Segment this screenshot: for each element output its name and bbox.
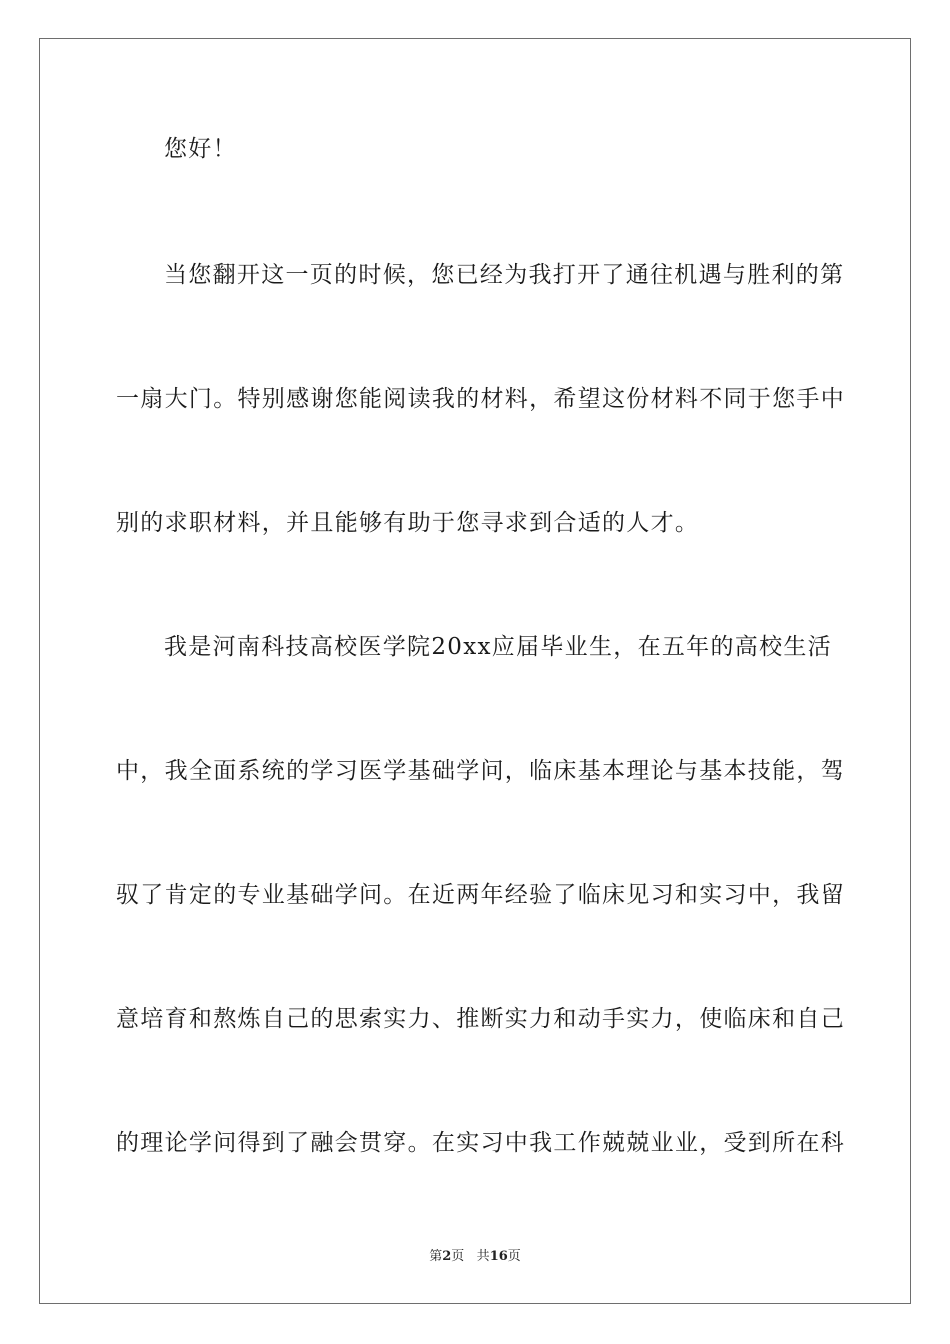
paragraph-2-line-3: 驭了肯定的专业基础学问。在近两年经验了临床见习和实习中，我留 bbox=[116, 882, 845, 908]
page-footer bbox=[0, 1248, 950, 1266]
paragraph-2-line-2: 中，我全面系统的学习医学基础学问，临床基本理论与基本技能，驾 bbox=[116, 758, 845, 784]
footer-total-pages: 16 bbox=[489, 1249, 508, 1264]
paragraph-2-line-5: 的理论学问得到了融会贯穿。在实习中我工作兢兢业业，受到所在科 bbox=[116, 1130, 845, 1156]
paragraph-2-line-4: 意培育和熬炼自己的思索实力、推断实力和动手实力，使临床和自己 bbox=[116, 1006, 845, 1032]
footer-page-number: 2 bbox=[442, 1249, 452, 1264]
paragraph-1-line-3: 别的求职材料，并且能够有助于您寻求到合适的人才。 bbox=[116, 510, 700, 536]
footer-page-suffix: 页 bbox=[451, 1249, 465, 1264]
paragraph-1-line-1: 当您翻开这一页的时候，您已经为我打开了通往机遇与胜利的第 bbox=[164, 262, 845, 288]
footer-total-suffix: 页 bbox=[507, 1249, 521, 1264]
page-frame bbox=[39, 38, 911, 1304]
footer-total-prefix: 共 bbox=[476, 1249, 490, 1264]
paragraph-2-line-1: 我是河南科技高校医学院20xx应届毕业生，在五年的高校生活 bbox=[164, 634, 832, 660]
footer-page-prefix: 第 bbox=[429, 1249, 443, 1264]
paragraph-1-line-2: 一扇大门。特别感谢您能阅读我的材料，希望这份材料不同于您手中 bbox=[116, 386, 845, 412]
greeting-line: 您好！ bbox=[164, 136, 237, 162]
